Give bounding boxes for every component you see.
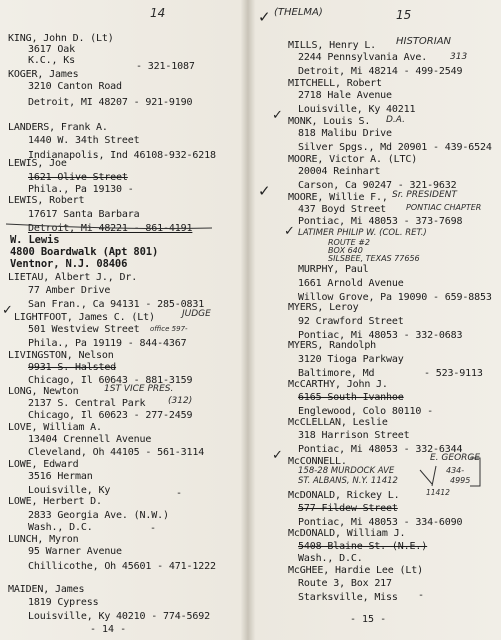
entry-name: LOWE, Herbert D. — [8, 496, 102, 507]
entry-city: Louisville, Ky 40210 - 774-5692 — [28, 611, 210, 622]
entry-dash: - — [150, 523, 156, 534]
entry-address: 13404 Crennell Avenue — [28, 434, 152, 445]
entry-name: MAIDEN, James — [8, 584, 85, 595]
checkmark-icon: ✓ — [258, 182, 271, 200]
entry-address: 1661 Arnold Avenue — [298, 278, 404, 289]
entry-city: Baltimore, Md — [298, 368, 375, 379]
entry-city: Phila., Pa 19119 - 844-4367 — [28, 338, 187, 349]
checkmark-icon: ✓ — [272, 108, 283, 123]
entry-address: 95 Warner Avenue — [28, 546, 122, 557]
annotation-latimer: LATIMER PHILIP W. (COL. RET.) — [298, 228, 427, 238]
entry-address: 2244 Pennsylvania Ave. — [298, 52, 428, 63]
checkmark-icon: ✓ — [2, 303, 13, 318]
entry-city: Cleveland, Oh 44105 - 561-3114 — [28, 447, 205, 458]
entry-city: Englewood, Colo 80110 - — [298, 406, 434, 417]
entry-name: McCARTHY, John J. — [288, 379, 388, 390]
entry-name: MYERS, Leroy — [288, 302, 359, 313]
annotation-box: BOX 640 — [328, 246, 363, 255]
entry-city: Chillicothe, Oh 45601 - 471-1222 — [28, 561, 216, 572]
annotation-number: 4995 — [450, 476, 471, 485]
entry-address-struck: 5408 Blaine St. (N.E.) — [298, 541, 428, 552]
annotation-sr-president: Sr. PRESIDENT — [392, 190, 457, 200]
entry-address: 3516 Herman — [28, 471, 93, 482]
left-page-number: - 14 - — [90, 624, 127, 635]
entry-city: Indianapolis, Ind 46108-932-6218 — [28, 150, 216, 161]
entry-city: Carson, Ca 90247 - 321-9632 — [298, 180, 457, 191]
entry-name: MYERS, Randolph — [288, 340, 377, 351]
entry-city: Detroit, MI 48207 - 921-9190 — [28, 97, 193, 108]
entry-city: Pontiac, Mi 48053 - 332-0683 — [298, 330, 463, 341]
entry-address: Route 3, Box 217 — [298, 578, 392, 589]
entry-address-struck: 6165 South Ivanhoe — [298, 392, 404, 403]
entry-city: Chicago, Il 60623 - 277-2459 — [28, 410, 193, 421]
entry-address: 318 Harrison Street — [298, 430, 410, 441]
entry-address: 437 Boyd Street — [298, 204, 387, 215]
entry-name: McCLELLAN, Leslie — [288, 417, 388, 428]
entry-name: LUNCH, Myron — [8, 534, 79, 545]
entry-address-struck: 9931 S. Halsted — [28, 362, 117, 373]
entry-address-struck: 577 Fildew Street — [298, 503, 398, 514]
entry-city: Pontiac, Mi 48053 - 373-7698 — [298, 216, 463, 227]
entry-address: 20004 Reinhart — [298, 166, 381, 177]
annotation-silsbee: SILSBEE, TEXAS 77656 — [328, 254, 420, 263]
entry-name: LEWIS, Robert — [8, 195, 85, 206]
entry-name: McDONALD, Rickey L. — [288, 490, 400, 501]
entry-name: McGHEE, Hardie Lee (Lt) — [288, 565, 424, 576]
entry-city: Wash., D.C. — [28, 522, 93, 533]
entry-name: KING, John D. (Lt) — [8, 33, 114, 44]
entry-name: MOORE, Victor A. (LTC) — [288, 154, 418, 165]
entry-name: MILLS, Henry L. — [288, 40, 377, 51]
entry-city: Louisville, Ky 40211 — [298, 104, 416, 115]
left-page — [0, 0, 244, 640]
entry-address: 2137 S. Central Park — [28, 398, 146, 409]
entry-address: 2718 Hale Avenue — [298, 90, 392, 101]
annotation-da: D.A. — [386, 115, 405, 125]
entry-name: MITCHELL, Robert — [288, 78, 382, 89]
entry-address: 77 Amber Drive — [28, 285, 111, 296]
right-page — [254, 0, 498, 640]
entry-name: LOVE, William A. — [8, 422, 102, 433]
entry-address: 92 Crawford Street — [298, 316, 404, 327]
entry-address: 1440 W. 34th Street — [28, 135, 140, 146]
entry-city: Willow Grove, Pa 19090 - 659-8853 — [298, 292, 492, 303]
annotation-st-albans: ST. ALBANS, N.Y. 11412 — [298, 476, 398, 486]
entry-address: 818 Malibu Drive — [298, 128, 392, 139]
entry-city: Chicago, Il 60643 - 881-3159 — [28, 375, 193, 386]
left-page-mark: 14 — [150, 6, 166, 20]
entry-city: Pontiac, Mi 48053 - 332-6344 — [298, 444, 463, 455]
entry-city: Detroit, Mi 48221 - 861-4191 — [28, 223, 193, 234]
annotation-e-george: E. GEORGE — [430, 453, 481, 463]
annotation-historian: HISTORIAN — [396, 36, 452, 47]
entry-address: 3120 Tioga Parkway — [298, 354, 404, 365]
entry-city-added: Ventnor, N.J. 08406 — [10, 258, 128, 270]
entry-phone: - 523-9113 — [424, 368, 483, 379]
entry-dash: - — [418, 590, 424, 601]
annotation-first-vice-president: 1ST VICE PRES. — [104, 384, 174, 394]
entry-name: MONK, Louis S. — [288, 116, 371, 127]
entry-name: LOWE, Edward — [8, 459, 79, 470]
annotation-number: 434- — [446, 466, 465, 475]
entry-city: Pontiac, Mi 48053 - 334-6090 — [298, 517, 463, 528]
entry-city: Wash., D.C. — [298, 553, 363, 564]
checkmark-icon: ✓ — [272, 448, 283, 463]
annotation-thelma: (THELMA) — [274, 7, 323, 18]
entry-city: San Fran., Ca 94131 - 285-0831 — [28, 299, 205, 310]
entry-name: LIGHTFOOT, James C. (Lt) — [14, 312, 155, 323]
annotation-route: ROUTE #2 — [328, 238, 370, 247]
entry-name: LEWIS, Joe — [8, 158, 67, 169]
entry-city: Starksville, Miss — [298, 592, 398, 603]
checkmark-icon: ✓ — [258, 8, 271, 26]
checkmark-icon: ✓ — [284, 224, 295, 239]
entry-address: 2833 Georgia Ave. (N.W.) — [28, 510, 169, 521]
entry-name: MURPHY, Paul — [298, 264, 369, 275]
entry-address-struck: 1621 Olive Street — [28, 172, 128, 183]
entry-name: LIETAU, Albert J., Dr. — [8, 272, 138, 283]
entry-city: Louisville, Ky — [28, 485, 111, 496]
entry-name: KOGER, James — [8, 69, 79, 80]
annotation-area-code: 313 — [450, 52, 468, 62]
entry-name: McDONALD, William J. — [288, 528, 406, 539]
right-page-mark: 15 — [396, 8, 412, 22]
entry-address: 17617 Santa Barbara — [28, 209, 140, 220]
annotation-pontiac-chapter: PONTIAC CHAPTER — [406, 203, 482, 212]
annotation-zip: 11412 — [426, 488, 450, 497]
entry-dash: - — [176, 488, 182, 499]
entry-phone: - 321-1087 — [136, 61, 195, 72]
entry-name: LIVINGSTON, Nelson — [8, 350, 114, 361]
entry-city: Detroit, Mi 48214 - 499-2549 — [298, 66, 463, 77]
annotation-office: office 597- — [150, 325, 188, 333]
annotation-area-code: (312) — [168, 396, 193, 406]
entry-address: 501 Westview Street — [28, 324, 140, 335]
entry-name: LANDERS, Frank A. — [8, 122, 108, 133]
entry-city: Phila., Pa 19130 - — [28, 184, 134, 195]
entry-address-added: 4800 Boardwalk (Apt 801) — [10, 246, 159, 258]
annotation-judge: JUDGE — [182, 309, 211, 319]
annotation-murdock-address: 158-28 MURDOCK AVE — [298, 466, 395, 476]
entry-city: Silver Spgs., Md 20901 - 439-6524 — [298, 142, 492, 153]
entry-name-added: W. Lewis — [10, 234, 60, 246]
entry-name: LONG, Newton — [8, 386, 79, 397]
right-page-number: - 15 - — [350, 614, 387, 625]
entry-name: MOORE, Willie F., — [288, 192, 388, 203]
entry-name: McCONNELL. — [288, 456, 347, 467]
entry-address: 3617 Oak — [28, 44, 75, 55]
entry-address: 1819 Cypress — [28, 597, 99, 608]
entry-city: K.C., Ks — [28, 55, 75, 66]
entry-address: 3210 Canton Road — [28, 81, 122, 92]
